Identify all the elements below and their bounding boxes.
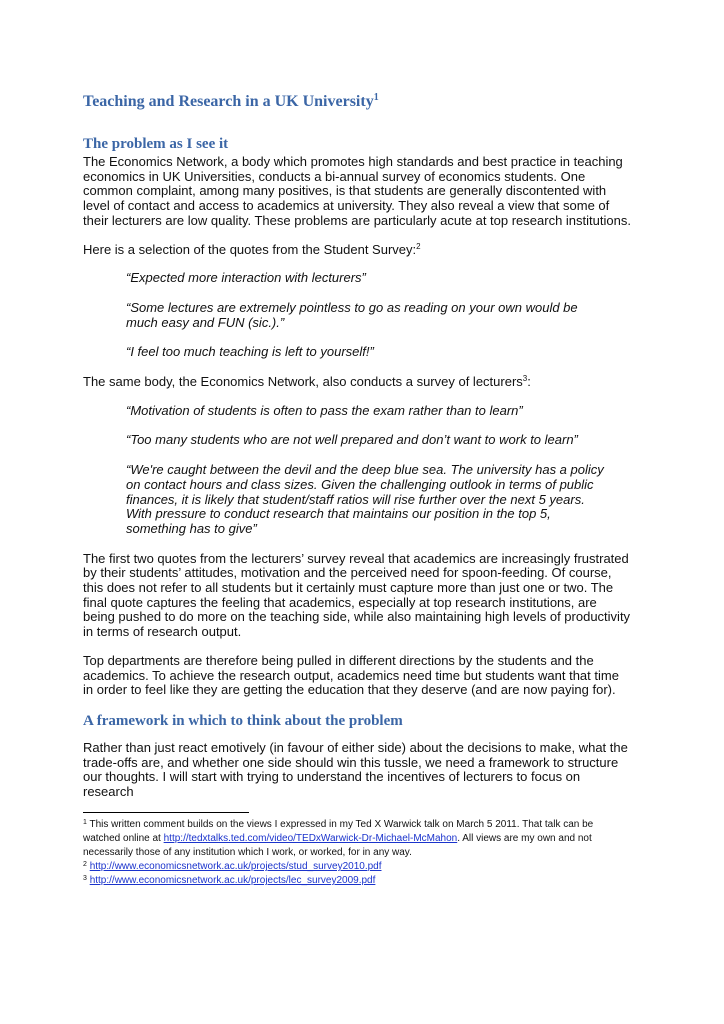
paragraph-lecturer-survey-colon: : [527,374,531,390]
paragraph-intro: The Economics Network, a body which promotes high standards and best practice in teaching economics in UK Universities, conducts a bi-annual survey of economics students. One common complaint, among many positives, is that students are generally discontented with level of contact and access to academics at university. They also reveal a view that some of their lecturers are low quality. These problems are particularly acute at top research institutions. [83,154,631,228]
footnote-marker-3[interactable]: 3 [522,374,528,384]
footnote-3 [83,874,633,888]
footnote-1 [83,818,633,860]
paragraph-lecturer-survey-text: The same body, the Economics Network, also conducts a survey of lecturers [83,374,523,390]
document-body [83,92,631,814]
paragraph-conflict: Top departments are therefore being pulled in different directions by the students and the academics. To achieve the research output, academics need time but students want that time in order to feel like they are getting the education that they deserve (and are now paying for). [83,652,619,698]
student-quote: “I feel too much teaching is left to yourself!” [126,344,374,360]
paragraph-analysis: The first two quotes from the lecturers’ survey reveal that academics are increasingly frustrated by their students’ attitudes, motivation and the perceived need for spoon-feeding. Of course, this does not refer to all students but it certainly must capture more than just one or two. The final quote captures the feeling that academics, especially at top research institutions, are being pushed to do more on the teaching side, while also maintaining high levels of productivity in terms of research output. [83,550,631,640]
footnote-2-marker: 2 [83,861,87,868]
section-heading-problem: The problem as I see it [83,136,229,152]
footnote-3-marker: 3 [83,875,87,882]
footnote-2 [83,860,633,874]
paragraph-student-survey [83,243,631,258]
paragraph-student-survey-text: Here is a selection of the quotes from the Student Survey: [83,241,417,257]
document-title-text: Teaching and Research in a UK University [83,93,374,110]
lecturer-quote: “Too many students who are not well prepared and don’t want to work to learn” [126,432,578,448]
footnote-1-text-before: This written comment builds on the views I expressed in my Ted X Warwick talk on March 5 2011. That talk can be watched online at [83,819,594,844]
footnote-separator [83,812,249,813]
footnote-marker-2[interactable]: 2 [416,241,421,251]
document-title [83,92,631,112]
title-footnote-marker[interactable]: 1 [373,92,379,103]
footnote-1-marker: 1 [83,819,87,826]
footnotes [83,818,633,888]
student-quote: “Some lectures are extremely pointless to go as reading on your own would be much easy and FUN (sic.).” [126,299,578,330]
section-heading-framework: A framework in which to think about the problem [83,712,403,729]
footnote-2-link[interactable]: http://www.economicsnetwork.ac.uk/projects/stud_survey2010.pdf [89,861,382,872]
lecturer-quote: “We're caught between the devil and the deep blue sea. The university has a policy on contact hours and class sizes. Given the challenging outlook in terms of public finances, it is likely that student/staff ratios will rise further over the next 5 years. With pressure to conduct research that maintains our position in the top 5, something has to give” [126,462,604,536]
paragraph-framework: Rather than just react emotively (in favour of either side) about the decisions to make, what the trade-offs are, and whether one side should win this tussle, we need a framework to structure our thoughts. I will start with trying to understand the incentives of lecturers to focus on research [83,739,628,800]
footnote-1-link[interactable]: http://tedxtalks.ted.com/video/TEDxWarwick-Dr-Michael-McMahon [163,833,458,844]
footnote-1-text-after: . All views are my own and not necessarily those of any institution which I work, or worked, for in any way. [83,833,592,858]
student-quote: “Expected more interaction with lecturers” [126,270,366,286]
paragraph-lecturer-survey [83,375,631,390]
lecturer-quote: “Motivation of students is often to pass the exam rather than to learn” [126,402,523,418]
footnote-3-link[interactable]: http://www.economicsnetwork.ac.uk/projects/lec_survey2009.pdf [89,875,376,886]
